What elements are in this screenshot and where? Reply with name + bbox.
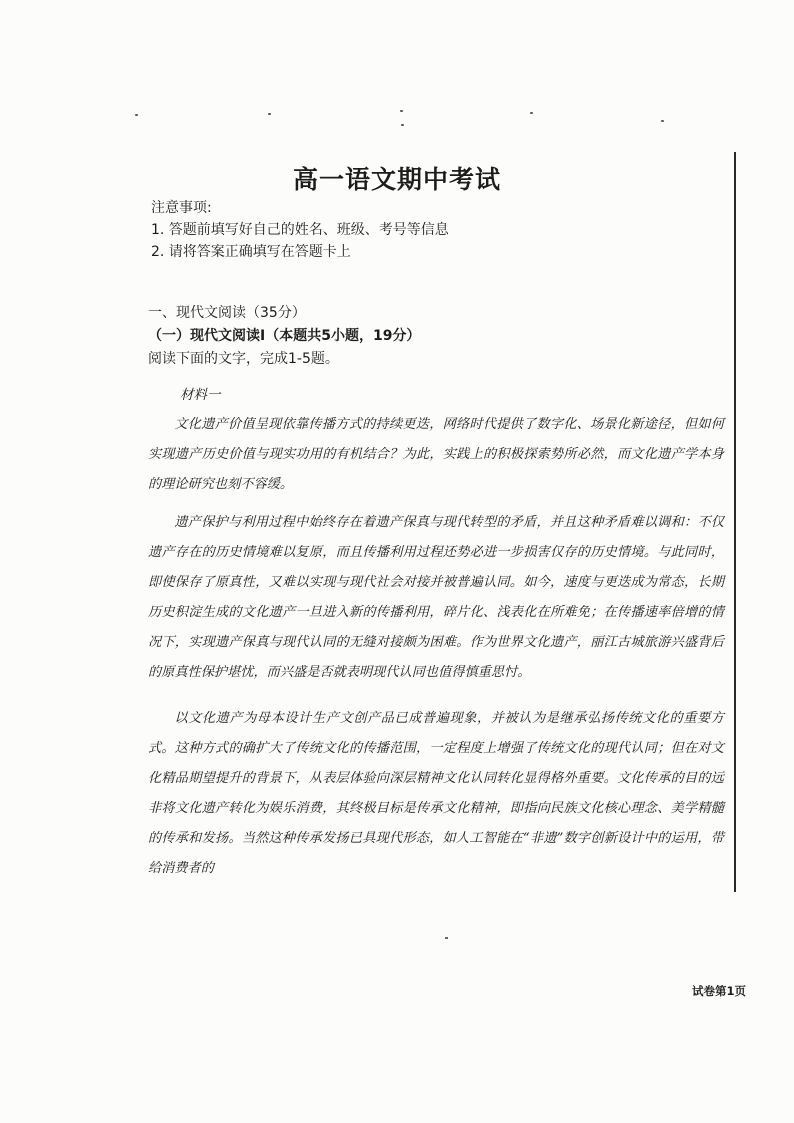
material-title: 材料一 — [180, 387, 221, 403]
scan-speck — [135, 114, 138, 116]
scan-speck — [268, 113, 271, 115]
section-heading: 一、现代文阅读（35分） — [148, 305, 306, 321]
notice-heading: 注意事项: — [151, 200, 212, 216]
notice-item: 1. 答题前填写好自己的姓名、班级、考号等信息 — [151, 222, 449, 238]
body-paragraph: 遗产保护与利用过程中始终存在着遗产保真与现代转型的矛盾，并且这种矛盾难以调和：不仅遗产存在的历史情境难以复原，而且传播利用过程还势必进一步损害仅存的历史情境。与此同时，即使保存了原真性，又难以实现与现代社会对接并被普遍认同。如今，速度与更迭成为常态，长期历史积淀生成的文化遗产一旦进入新的传播利用，碎片化、浅表化在所难免；在传播速率倍增的情况下，实现遗产保真与现代认同的无缝对接颇为困难。作为世界文化遗产，丽江古城旅游兴盛背后的原真性保护堪忧，而兴盛是否就表明现代认同也值得慎重思忖。 — [148, 515, 724, 680]
scan-speck — [445, 937, 448, 939]
scan-speck — [400, 110, 403, 112]
body-paragraph: 以文化遗产为母本设计生产文创产品已成普遍现象，并被认为是继承弘扬传统文化的重要方式。这种方式的确扩大了传统文化的传播范围，一定程度上增强了传统文化的现代认同；但在对文化精品期望提升的背景下，从表层体验向深层精神文化认同转化显得格外重要。文化传承的目的远非将文化遗产转化为娱乐消费，其终极目标是传承文化精神，即指向民族文化核心理念、美学精髓的传承和发扬。当然这种传承发扬已具现代形态，如人工智能在“非遗”数字创新设计中的运用，带给消费者的 — [148, 711, 724, 876]
body-paragraph: 文化遗产价值呈现依靠传播方式的持续更迭，网络时代提供了数字化、场景化新途径，但如何实现遗产历史价值与现实功用的有机结合？为此，实践上的积极探索势所必然，而文化遗产学本身的理论研究也刻不容缓。 — [148, 417, 724, 492]
page-title: 高一语文期中考试 — [292, 165, 501, 194]
section-subheading: （一）现代文阅读Ⅰ（本题共5小题，19分） — [148, 328, 421, 344]
notice-item: 2. 请将答案正确填写在答题卡上 — [151, 244, 351, 260]
scan-speck — [530, 112, 533, 114]
section-instruction: 阅读下面的文字，完成1-5题。 — [148, 351, 339, 367]
scan-speck — [661, 120, 664, 122]
notice-block — [151, 197, 449, 263]
binding-line — [734, 152, 736, 892]
page-number: 试卷第1页 — [692, 984, 747, 998]
section-block — [148, 302, 420, 371]
scan-speck — [401, 124, 404, 126]
